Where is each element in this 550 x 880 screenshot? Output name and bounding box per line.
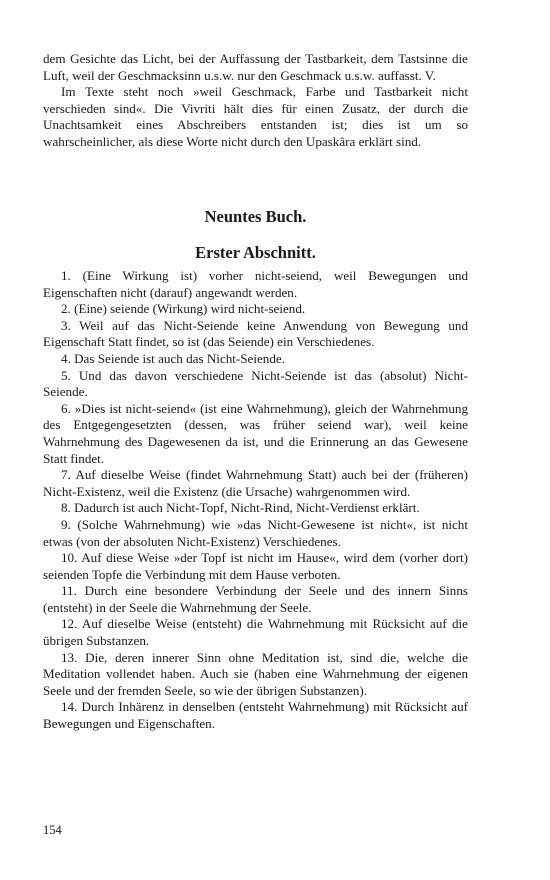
page-number: 154 xyxy=(43,823,62,837)
verse-paragraph: 6. »Dies ist nicht-seiend« (ist eine Wahrnehmung), gleich der Wahrnehmung des Entgegengesetzten (dessen, was früher seiend war), weil keine Wahrnehmung des Dagewesenen da ist, und die Erinnerung an das Gewesene Statt findet. xyxy=(43,400,468,466)
section-title: Erster Abschnitt. xyxy=(195,243,316,262)
verse-paragraph: 13. Die, deren innerer Sinn ohne Meditation ist, sind die, welche die Meditation vollendet haben. Auch sie (haben eine Wahrnehmung der eigenen Seele und der fremden Seele, so wie der übrigen Substanzen). xyxy=(43,649,468,698)
verse-paragraph: 2. (Eine) seiende (Wirkung) wird nicht-seiend. xyxy=(61,301,306,317)
verse-paragraph: 12. Auf dieselbe Weise (entsteht) die Wahrnehmung mit Rücksicht auf die übrigen Substanzen. xyxy=(43,616,468,649)
verse-paragraph: 3. Weil auf das Nicht-Seiende keine Anwendung von Bewegung und Eigenschaft Statt findet, so ist (das Seiende) ein Verschiedenes. xyxy=(43,317,468,350)
verse-paragraph: 5. Und das davon verschiedene Nicht-Seiende ist das (absolut) Nicht-Seiende. xyxy=(43,367,468,400)
continuation-paragraph: dem Gesichte das Licht, bei der Auffassung der Tastbarkeit, dem Tastsinne die Luft, weil der Geschmacksinn u.s.w. nur den Geschmack u.s.w. auffasst. V. xyxy=(43,51,468,83)
footnote-paragraph: Im Texte steht noch »weil Geschmack, Farbe und Tastbarkeit nicht verschieden sind«. Die Vivriti hält dies für einen Zusatz, der durch die Unachtsamkeit eines Abschreibers entstanden ist; dies ist um so wahrscheinlicher, als diese Worte nicht durch den Upaskâra erklärt sind. xyxy=(43,84,468,149)
verses-block xyxy=(43,268,468,733)
verse-paragraph: 11. Durch eine besondere Verbindung der Seele und des innern Sinns (entsteht) in der Seele die Wahrnehmung der Seele. xyxy=(43,583,468,615)
verse-paragraph: 1. (Eine Wirkung ist) vorher nicht-seiend, weil Bewegungen und Eigenschaften nicht (darauf) angewandt werden. xyxy=(43,268,468,300)
verse-paragraph: 7. Auf dieselbe Weise (findet Wahrnehmung Statt) auch bei der (früheren) Nicht-Existenz, weil die Existenz (die Ursache) wahrgenommen wird. xyxy=(43,467,468,499)
verse-paragraph: 9. (Solche Wahrnehmung) wie »das Nicht-Gewesene ist nicht«, ist nicht etwas (von der absoluten Nicht-Existenz) Verschiedenes. xyxy=(43,516,468,549)
verse-paragraph: 14. Durch Inhärenz in denselben (entsteht Wahrnehmung) mit Rücksicht auf Bewegungen und Eigenschaften. xyxy=(43,699,468,732)
verse-paragraph: 4. Das Seiende ist auch das Nicht-Seiende. xyxy=(61,350,285,366)
verse-paragraph: 8. Dadurch ist auch Nicht-Topf, Nicht-Rind, Nicht-Verdienst erklärt. xyxy=(61,500,420,516)
book-title: Neuntes Buch. xyxy=(204,207,307,226)
intro-text-block xyxy=(43,51,468,151)
verse-paragraph: 10. Auf diese Weise »der Topf ist nicht im Hause«, wird dem (vorher dort) seienden Topfe die Verbindung mit dem Hause verboten. xyxy=(43,550,468,582)
